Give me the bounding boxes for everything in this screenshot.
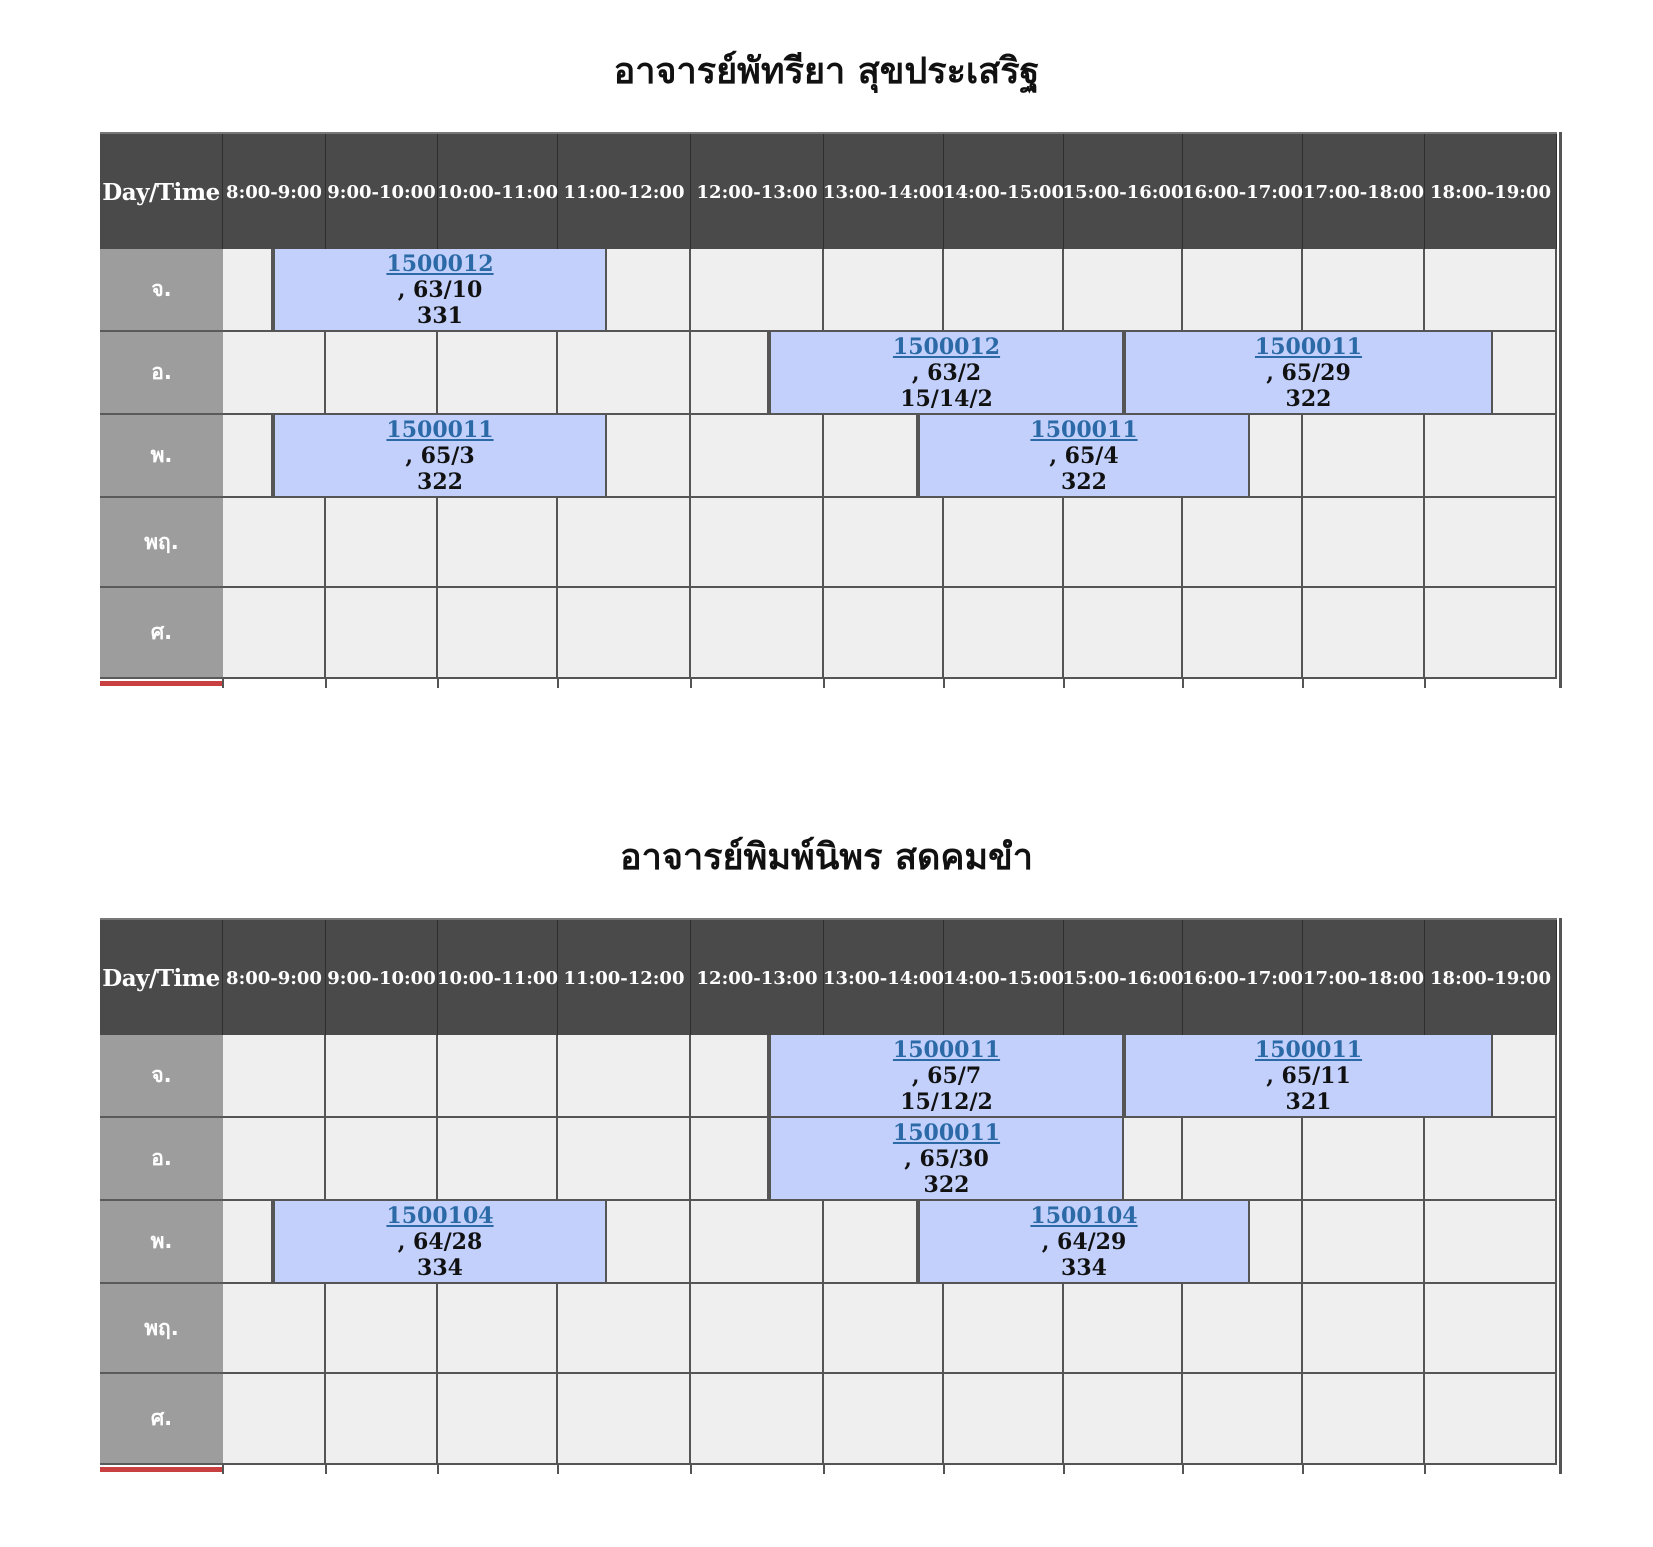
table-right-border [1559, 132, 1562, 688]
header-time-slot: 15:00-16:00 [1064, 134, 1183, 251]
section-group: , 65/7 [911, 1063, 982, 1089]
empty-slot [1183, 498, 1303, 588]
empty-slot [326, 332, 438, 415]
course-code-link[interactable]: 1500104 [1030, 1203, 1138, 1229]
empty-slot [944, 1374, 1064, 1465]
header-time-slot: 8:00-9:00 [223, 920, 326, 1037]
course-code-link[interactable]: 1500011 [1254, 1037, 1363, 1063]
empty-slot [558, 1118, 691, 1201]
empty-slot [691, 249, 824, 332]
grid-line [325, 679, 327, 688]
day-label: พฤ. [100, 498, 223, 588]
grid-line [557, 679, 559, 688]
empty-slot [438, 1374, 558, 1465]
empty-slot [1303, 249, 1425, 332]
empty-slot [1250, 415, 1303, 498]
empty-slot [1183, 1284, 1303, 1374]
empty-slot [558, 332, 691, 415]
header-time-slot: 9:00-10:00 [326, 134, 438, 251]
course-code-link[interactable]: 1500011 [1030, 417, 1138, 443]
day-label: ศ. [100, 588, 223, 679]
grid-line [1182, 679, 1184, 688]
grid-line [325, 1465, 327, 1474]
day-label: พ. [100, 415, 223, 498]
empty-slot [607, 415, 691, 498]
header-time-slot: 11:00-12:00 [558, 134, 691, 251]
room-number: 322 [923, 1172, 970, 1198]
empty-slot [438, 1035, 558, 1118]
course-code-link[interactable]: 1500012 [386, 251, 494, 277]
empty-slot [691, 332, 769, 415]
header-time-slot: 17:00-18:00 [1303, 134, 1425, 251]
empty-slot [223, 332, 326, 415]
grid-line [690, 1465, 692, 1474]
table-edge-marker [100, 1467, 223, 1472]
empty-slot [824, 1284, 944, 1374]
section-group: , 65/29 [1266, 360, 1351, 386]
grid-line [437, 679, 439, 688]
grid-line [823, 1465, 825, 1474]
class-slot [918, 1201, 1250, 1284]
day-label: ศ. [100, 1374, 223, 1465]
empty-slot [326, 1374, 438, 1465]
class-slot [1124, 1035, 1493, 1118]
section-group: , 65/11 [1266, 1063, 1351, 1089]
grid-line [1063, 1465, 1065, 1474]
class-slot [769, 1118, 1124, 1201]
empty-slot [691, 498, 824, 588]
empty-slot [438, 588, 558, 679]
empty-slot [558, 1284, 691, 1374]
header-time-slot: 14:00-15:00 [944, 920, 1064, 1037]
empty-slot [824, 1374, 944, 1465]
grid-line [943, 679, 945, 688]
empty-slot [691, 1374, 824, 1465]
grid-line [1302, 679, 1304, 688]
empty-slot [1425, 249, 1557, 332]
header-time-slot: 15:00-16:00 [1064, 920, 1183, 1037]
class-slot [273, 1201, 607, 1284]
class-slot [769, 332, 1124, 415]
empty-slot [326, 1118, 438, 1201]
empty-slot [691, 588, 824, 679]
timetable-1 [100, 132, 1562, 688]
empty-slot [1425, 1284, 1557, 1374]
section-group: , 65/3 [405, 443, 475, 469]
empty-slot [1493, 332, 1557, 415]
empty-slot [1183, 1374, 1303, 1465]
grid-line [1182, 1465, 1184, 1474]
course-code-link[interactable]: 1500104 [386, 1203, 494, 1229]
day-label: อ. [100, 1118, 223, 1201]
section-group: , 63/2 [911, 360, 982, 386]
course-code-link[interactable]: 1500011 [892, 1120, 1001, 1146]
header-time-slot: 11:00-12:00 [558, 920, 691, 1037]
class-slot [273, 415, 607, 498]
course-code-link[interactable]: 1500012 [892, 334, 1001, 360]
room-number: 15/14/2 [900, 386, 993, 412]
empty-slot [944, 498, 1064, 588]
timetable-2 [100, 918, 1562, 1474]
empty-slot [1303, 415, 1425, 498]
empty-slot [558, 588, 691, 679]
header-time-slot: 16:00-17:00 [1183, 134, 1303, 251]
grid-line [943, 1465, 945, 1474]
course-code-link[interactable]: 1500011 [1254, 334, 1363, 360]
header-day-time: Day/Time [100, 134, 223, 251]
room-number: 321 [1285, 1089, 1332, 1115]
grid-line [1424, 679, 1426, 688]
empty-slot [824, 1201, 918, 1284]
empty-slot [824, 498, 944, 588]
empty-slot [1250, 1201, 1303, 1284]
grid-line [823, 679, 825, 688]
empty-slot [607, 1201, 691, 1284]
room-number: 334 [417, 1255, 463, 1281]
schedule-title-1: อาจารย์พัทรียา สุขประเสริฐ [613, 51, 1040, 92]
empty-slot [944, 588, 1064, 679]
empty-slot [691, 1118, 769, 1201]
empty-slot [1425, 415, 1557, 498]
empty-slot [1303, 588, 1425, 679]
section-group: , 64/28 [397, 1229, 483, 1255]
empty-slot [1303, 1374, 1425, 1465]
schedule-title-2: อาจารย์พิมพ์นิพร สดคมขำ [620, 837, 1033, 878]
header-time-slot: 14:00-15:00 [944, 134, 1064, 251]
header-time-slot: 12:00-13:00 [691, 134, 824, 251]
grid-line [437, 1465, 439, 1474]
grid-line [1063, 679, 1065, 688]
class-slot [769, 1035, 1124, 1118]
empty-slot [1183, 249, 1303, 332]
empty-slot [944, 249, 1064, 332]
room-number: 331 [417, 303, 463, 329]
empty-slot [438, 498, 558, 588]
day-label: พฤ. [100, 1284, 223, 1374]
empty-slot [1064, 588, 1183, 679]
room-number: 322 [1061, 469, 1107, 495]
empty-slot [1303, 1118, 1425, 1201]
class-slot [1124, 332, 1493, 415]
header-time-slot: 13:00-14:00 [824, 134, 944, 251]
empty-slot [1064, 1374, 1183, 1465]
room-number: 322 [1285, 386, 1332, 412]
empty-slot [223, 1035, 326, 1118]
empty-slot [1064, 249, 1183, 332]
header-time-slot: 10:00-11:00 [438, 920, 558, 1037]
empty-slot [1425, 588, 1557, 679]
room-number: 334 [1061, 1255, 1107, 1281]
empty-slot [326, 588, 438, 679]
empty-slot [558, 1374, 691, 1465]
empty-slot [326, 498, 438, 588]
header-time-slot: 17:00-18:00 [1303, 920, 1425, 1037]
grid-line [557, 1465, 559, 1474]
grid-line [1302, 1465, 1304, 1474]
empty-slot [223, 415, 273, 498]
empty-slot [438, 1284, 558, 1374]
class-slot [273, 249, 607, 332]
grid-line [222, 1465, 224, 1474]
empty-slot [607, 249, 691, 332]
section-group: , 63/10 [397, 277, 483, 303]
empty-slot [1425, 1374, 1557, 1465]
course-code-link[interactable]: 1500011 [386, 417, 494, 443]
section-group: , 65/30 [904, 1146, 989, 1172]
room-number: 322 [417, 469, 463, 495]
empty-slot [1303, 1201, 1425, 1284]
empty-slot [223, 249, 273, 332]
empty-slot [1064, 1284, 1183, 1374]
empty-slot [1183, 1118, 1303, 1201]
header-time-slot: 9:00-10:00 [326, 920, 438, 1037]
header-time-slot: 10:00-11:00 [438, 134, 558, 251]
empty-slot [1064, 498, 1183, 588]
empty-slot [223, 1284, 326, 1374]
header-day-time: Day/Time [100, 920, 223, 1037]
empty-slot [223, 588, 326, 679]
timetable-header [100, 918, 1557, 1035]
empty-slot [438, 1118, 558, 1201]
room-number: 15/12/2 [900, 1089, 993, 1115]
header-time-slot: 16:00-17:00 [1183, 920, 1303, 1037]
day-label: จ. [100, 1035, 223, 1118]
timetable-header [100, 132, 1557, 249]
empty-slot [691, 1284, 824, 1374]
course-code-link[interactable]: 1500011 [892, 1037, 1001, 1063]
empty-slot [1303, 498, 1425, 588]
empty-slot [558, 498, 691, 588]
grid-line [690, 679, 692, 688]
empty-slot [1124, 1118, 1183, 1201]
header-time-slot: 18:00-19:00 [1425, 920, 1557, 1037]
empty-slot [691, 1035, 769, 1118]
empty-slot [1425, 1118, 1557, 1201]
table-edge-marker [100, 681, 223, 686]
empty-slot [1183, 588, 1303, 679]
header-time-slot: 12:00-13:00 [691, 920, 824, 1037]
empty-slot [326, 1284, 438, 1374]
empty-slot [1425, 1201, 1557, 1284]
grid-line [222, 679, 224, 688]
empty-slot [691, 1201, 824, 1284]
empty-slot [326, 1035, 438, 1118]
header-time-slot: 18:00-19:00 [1425, 134, 1557, 251]
class-slot [918, 415, 1250, 498]
empty-slot [824, 588, 944, 679]
section-group: , 64/29 [1041, 1229, 1127, 1255]
empty-slot [691, 415, 824, 498]
empty-slot [824, 249, 944, 332]
empty-slot [223, 498, 326, 588]
empty-slot [223, 1118, 326, 1201]
empty-slot [824, 415, 918, 498]
day-label: จ. [100, 249, 223, 332]
day-label: อ. [100, 332, 223, 415]
day-label: พ. [100, 1201, 223, 1284]
empty-slot [223, 1201, 273, 1284]
empty-slot [1303, 1284, 1425, 1374]
empty-slot [944, 1284, 1064, 1374]
empty-slot [558, 1035, 691, 1118]
empty-slot [1493, 1035, 1557, 1118]
table-right-border [1559, 918, 1562, 1474]
empty-slot [438, 332, 558, 415]
empty-slot [1425, 498, 1557, 588]
header-time-slot: 8:00-9:00 [223, 134, 326, 251]
section-group: , 65/4 [1049, 443, 1119, 469]
empty-slot [223, 1374, 326, 1465]
header-time-slot: 13:00-14:00 [824, 920, 944, 1037]
grid-line [1424, 1465, 1426, 1474]
